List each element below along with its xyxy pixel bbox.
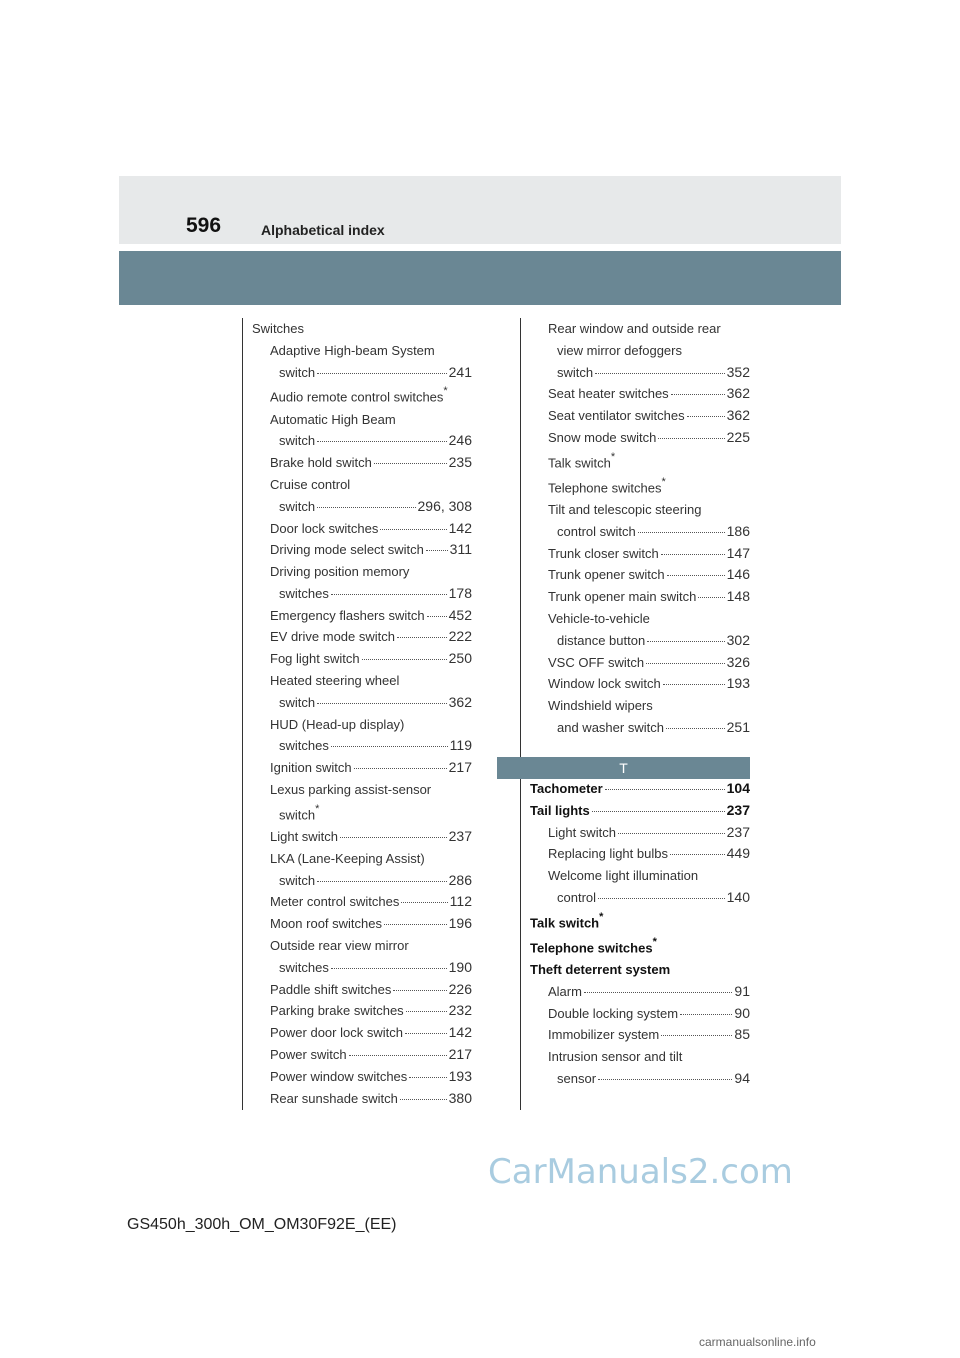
dot-leader <box>698 597 724 598</box>
index-entry-page: 222 <box>448 628 472 645</box>
index-entry-text: Seat ventilator switches <box>548 408 685 424</box>
index-entry-text: Vehicle-to-vehicle <box>548 611 650 627</box>
dot-leader <box>393 990 446 991</box>
footnote-star: * <box>599 910 604 923</box>
index-entry-text: Cruise control <box>270 476 351 492</box>
index-entry-text: EV drive mode switch <box>270 629 395 645</box>
dot-leader <box>380 529 446 530</box>
index-entry <box>252 891 472 913</box>
index-entry-text: Rear window and outside rear <box>548 321 721 336</box>
dot-leader <box>409 1077 446 1078</box>
index-entry-page: 193 <box>726 675 750 692</box>
index-entry <box>252 362 472 384</box>
index-entry-text: Heated steering wheel <box>270 673 400 689</box>
dot-leader <box>666 728 725 729</box>
index-entry <box>252 496 472 518</box>
index-entry-text: switches <box>279 738 329 754</box>
footnote-star: * <box>652 935 657 948</box>
index-entry-text: Trunk opener switch <box>548 567 665 583</box>
index-entry-text: Replacing light bulbs <box>548 846 668 862</box>
index-entry-text: HUD (Head-up display) <box>270 716 405 732</box>
dot-leader <box>406 1011 447 1012</box>
index-entry <box>252 561 472 583</box>
index-entry-text: Talk switch <box>530 915 600 931</box>
index-entry-text: Immobilizer system <box>548 1027 660 1043</box>
index-entry-text: Telephone switches <box>530 940 653 956</box>
footnote-star: * <box>661 475 666 488</box>
index-entry-text: sensor <box>557 1071 597 1087</box>
index-entry-page: 94 <box>734 1070 750 1087</box>
index-entry-page: 362 <box>448 693 472 710</box>
index-entry-page: 362 <box>726 385 750 402</box>
dot-leader <box>317 373 447 374</box>
index-entry-page: 146 <box>726 566 750 583</box>
index-entry <box>252 430 472 452</box>
index-entry <box>252 1044 472 1066</box>
index-entry-page: 142 <box>448 1024 472 1041</box>
index-entry <box>530 564 750 586</box>
index-entry-text: Trunk closer switch <box>548 545 659 561</box>
column-divider-middle <box>520 318 521 1110</box>
index-entry <box>252 648 472 670</box>
letter-heading-t: T <box>497 757 750 779</box>
index-entry <box>530 340 750 362</box>
watermark-logo: CarManuals2.com <box>488 1152 793 1192</box>
index-entry <box>252 583 472 605</box>
dot-leader <box>405 1033 447 1034</box>
index-entry-text: Switches <box>252 321 305 336</box>
index-entry-text: Paddle shift switches <box>270 981 392 997</box>
index-entry-text: Talk switch <box>548 455 611 471</box>
dot-leader <box>331 968 447 969</box>
dot-leader <box>598 1079 732 1080</box>
index-entry <box>530 383 750 405</box>
index-entry-text: control switch <box>557 523 636 539</box>
index-entry <box>530 1046 750 1068</box>
dot-leader <box>584 992 732 993</box>
index-entry <box>530 652 750 674</box>
index-entry <box>252 1088 472 1110</box>
index-entry <box>252 518 472 540</box>
dot-leader <box>661 1035 732 1036</box>
index-entry <box>530 449 750 474</box>
index-entry-text: Telephone switches <box>548 480 662 496</box>
page-number: 596 <box>186 214 222 237</box>
index-entry-page: 237 <box>726 823 750 840</box>
dot-leader <box>317 441 447 442</box>
footnote-star: * <box>443 385 448 398</box>
index-entry <box>530 318 750 340</box>
index-entry-text: Snow mode switch <box>548 429 657 445</box>
header-band <box>119 176 841 244</box>
index-entry-text: distance button <box>557 632 646 648</box>
index-entry-text: Moon roof switches <box>270 916 382 932</box>
dot-leader <box>680 1014 732 1015</box>
index-entry-text: LKA (Lane-Keeping Assist) <box>270 850 425 866</box>
index-entry <box>252 957 472 979</box>
index-entry <box>252 409 472 431</box>
index-entry <box>252 1000 472 1022</box>
index-entry-text: Intrusion sensor and tilt <box>548 1049 683 1065</box>
index-entry <box>530 521 750 543</box>
index-entry-text: Outside rear view mirror <box>270 937 409 953</box>
index-entry-text: VSC OFF switch <box>548 654 645 670</box>
index-entry-page: 250 <box>448 650 472 667</box>
index-entry <box>252 870 472 892</box>
index-entry-text: switch <box>279 807 316 823</box>
index-entry <box>530 865 750 887</box>
index-entry-text: Tail lights <box>530 802 590 818</box>
index-entry-page: 148 <box>726 588 750 605</box>
index-entry <box>530 695 750 717</box>
index-entry-page: 226 <box>448 980 472 997</box>
index-entry-text: Ignition switch <box>270 760 352 776</box>
index-entry-text: Power switch <box>270 1046 347 1062</box>
index-entry <box>530 499 750 521</box>
index-entry-page: 452 <box>448 606 472 623</box>
index-entry <box>530 717 750 739</box>
index-entry <box>252 670 472 692</box>
index-entry-text: Parking brake switches <box>270 1003 404 1019</box>
dot-leader <box>605 789 725 790</box>
index-entry-text: Double locking system <box>548 1005 679 1021</box>
footnote-star: * <box>610 450 616 463</box>
header-color-band <box>119 251 841 305</box>
index-entry <box>252 1066 472 1088</box>
index-entry-page: 296, 308 <box>417 497 472 514</box>
index-entry <box>252 340 472 362</box>
index-entry <box>252 318 472 340</box>
index-entry-text: Audio remote control switches <box>270 389 444 405</box>
index-entry <box>530 909 750 934</box>
index-entry-text: Seat heater switches <box>548 386 669 402</box>
section-title: Alphabetical index <box>261 222 385 238</box>
index-entry-page: 326 <box>726 653 750 670</box>
column-divider-left <box>242 318 243 1110</box>
dot-leader <box>384 924 447 925</box>
index-entry-page: 193 <box>448 1067 472 1084</box>
dot-leader <box>354 768 447 769</box>
index-entry-text: Rear sunshade switch <box>270 1090 398 1106</box>
dot-leader <box>427 616 447 617</box>
index-entry <box>530 586 750 608</box>
index-entry <box>252 452 472 474</box>
index-entry-page: 104 <box>726 780 750 796</box>
dot-leader <box>595 373 725 374</box>
index-entry-page: 235 <box>448 454 472 471</box>
index-entry <box>252 383 472 408</box>
dot-leader <box>661 554 725 555</box>
index-entry <box>530 543 750 565</box>
index-entry <box>530 362 750 384</box>
dot-leader <box>638 532 725 533</box>
index-entry-text: Power window switches <box>270 1068 408 1084</box>
index-entry-page: 449 <box>726 845 750 862</box>
index-entry <box>252 779 472 801</box>
index-entry <box>530 608 750 630</box>
index-entry <box>252 757 472 779</box>
index-entry-page: 241 <box>448 363 472 380</box>
index-entry <box>252 539 472 561</box>
index-column-right-bottom <box>530 778 750 1090</box>
index-entry <box>530 959 750 981</box>
index-entry <box>252 605 472 627</box>
footer-document-code: GS450h_300h_OM_OM30F92E_(EE) <box>127 1216 397 1233</box>
index-entry-text: Windshield wipers <box>548 698 653 714</box>
index-entry-text: and washer switch <box>557 720 664 735</box>
dot-leader <box>397 637 447 638</box>
index-entry-text: view mirror defoggers <box>557 342 682 358</box>
index-entry-page: 186 <box>726 522 750 539</box>
index-entry-page: 246 <box>448 432 472 449</box>
index-entry-page: 217 <box>448 1045 472 1062</box>
index-entry <box>252 692 472 714</box>
index-entry-page: 237 <box>448 827 472 844</box>
index-entry <box>252 848 472 870</box>
dot-leader <box>331 594 447 595</box>
index-entry <box>252 935 472 957</box>
index-entry <box>530 843 750 865</box>
index-entry-text: Fog light switch <box>270 651 360 667</box>
index-entry <box>530 1003 750 1025</box>
index-entry <box>530 1068 750 1090</box>
dot-leader <box>400 1099 447 1100</box>
index-entry-page: 140 <box>726 888 750 905</box>
index-entry-page: 232 <box>448 1002 472 1019</box>
index-entry <box>530 822 750 844</box>
index-entry-page: 190 <box>448 958 472 975</box>
index-entry-text: Welcome light illumination <box>548 868 699 884</box>
index-entry <box>252 626 472 648</box>
dot-leader <box>317 507 415 508</box>
index-entry-text: control <box>557 889 597 905</box>
index-entry-page: 147 <box>726 544 750 561</box>
dot-leader <box>598 898 725 899</box>
index-entry-page: 119 <box>449 737 472 754</box>
index-entry-page: 286 <box>448 871 472 888</box>
dot-leader <box>647 641 724 642</box>
index-entry <box>530 887 750 909</box>
index-entry <box>252 735 472 757</box>
index-entry <box>530 630 750 652</box>
dot-leader <box>670 854 725 855</box>
index-entry <box>530 474 750 499</box>
index-entry-text: Alarm <box>548 983 582 999</box>
index-entry-text: Brake hold switch <box>270 455 372 471</box>
dot-leader <box>426 550 448 551</box>
index-entry-text: switch <box>279 433 316 449</box>
index-entry <box>252 1022 472 1044</box>
dot-leader <box>663 684 725 685</box>
index-entry-text: Light switch <box>270 828 338 844</box>
index-entry-page: 237 <box>726 801 750 818</box>
index-entry-text: Meter control switches <box>270 894 400 910</box>
dot-leader <box>331 746 448 747</box>
index-entry-page: 91 <box>734 982 750 999</box>
index-entry-page: 90 <box>734 1004 750 1021</box>
index-entry <box>252 979 472 1001</box>
index-entry <box>530 427 750 449</box>
index-entry-page: 380 <box>448 1089 472 1106</box>
index-entry-text: Lexus parking assist-sensor <box>270 782 432 798</box>
index-entry-text: Driving mode select switch <box>270 542 424 558</box>
index-entry-text: switch <box>279 498 316 514</box>
index-entry-text: Light switch <box>548 824 616 840</box>
index-entry <box>530 405 750 427</box>
index-entry-page: 196 <box>448 915 472 932</box>
index-entry <box>530 778 750 800</box>
index-entry-text: Adaptive High-beam System <box>270 342 435 358</box>
dot-leader <box>362 659 447 660</box>
index-entry-text: Theft deterrent system <box>530 962 671 978</box>
footnote-star: * <box>315 802 320 815</box>
index-entry <box>530 1024 750 1046</box>
index-entry-text: switch <box>279 694 316 710</box>
dot-leader <box>401 902 447 903</box>
index-entry-text: switch <box>279 364 316 380</box>
index-entry-page: 225 <box>726 428 750 445</box>
index-entry-text: switch <box>279 872 316 888</box>
index-entry-page: 352 <box>726 363 750 380</box>
index-entry-text: Tachometer <box>530 781 603 796</box>
dot-leader <box>374 463 447 464</box>
dot-leader <box>317 881 447 882</box>
dot-leader <box>340 837 447 838</box>
index-entry-page: 311 <box>449 541 472 558</box>
index-entry-text: Power door lock switch <box>270 1025 403 1041</box>
index-entry-page: 217 <box>448 759 472 776</box>
index-entry-page: 251 <box>726 719 750 735</box>
index-entry <box>530 673 750 695</box>
index-entry <box>252 913 472 935</box>
index-entry-text: Emergency flashers switch <box>270 607 425 623</box>
index-column-right-top <box>530 318 750 739</box>
index-entry-text: Automatic High Beam <box>270 411 396 427</box>
index-entry-page: 302 <box>726 631 750 648</box>
dot-leader <box>687 416 725 417</box>
index-entry-text: Trunk opener main switch <box>548 589 697 605</box>
dot-leader <box>592 811 725 812</box>
index-entry-page: 362 <box>726 407 750 424</box>
dot-leader <box>349 1055 447 1056</box>
index-entry-page: 112 <box>449 893 472 910</box>
index-entry-page: 85 <box>734 1026 750 1043</box>
index-entry-text: Door lock switches <box>270 520 379 536</box>
index-entry <box>252 801 472 826</box>
index-column-left <box>252 318 472 1109</box>
index-entry <box>252 826 472 848</box>
index-entry-text: switch <box>557 364 594 380</box>
dot-leader <box>317 703 447 704</box>
index-entry-page: 178 <box>448 584 472 601</box>
index-entry-text: Tilt and telescopic steering <box>548 502 702 518</box>
index-entry <box>252 714 472 736</box>
index-entry <box>530 934 750 959</box>
dot-leader <box>646 663 725 664</box>
dot-leader <box>618 833 725 834</box>
dot-leader <box>658 438 724 439</box>
watermark-footer: carmanualsonline.info <box>699 1335 816 1349</box>
dot-leader <box>667 575 725 576</box>
index-entry-page: 142 <box>448 519 472 536</box>
dot-leader <box>671 394 725 395</box>
index-entry-text: Driving position memory <box>270 564 410 580</box>
index-entry-text: Window lock switch <box>548 676 661 692</box>
index-entry <box>530 800 750 822</box>
index-entry <box>252 474 472 496</box>
index-entry-text: switches <box>279 585 329 601</box>
index-entry <box>530 981 750 1003</box>
index-entry-text: switches <box>279 959 329 975</box>
